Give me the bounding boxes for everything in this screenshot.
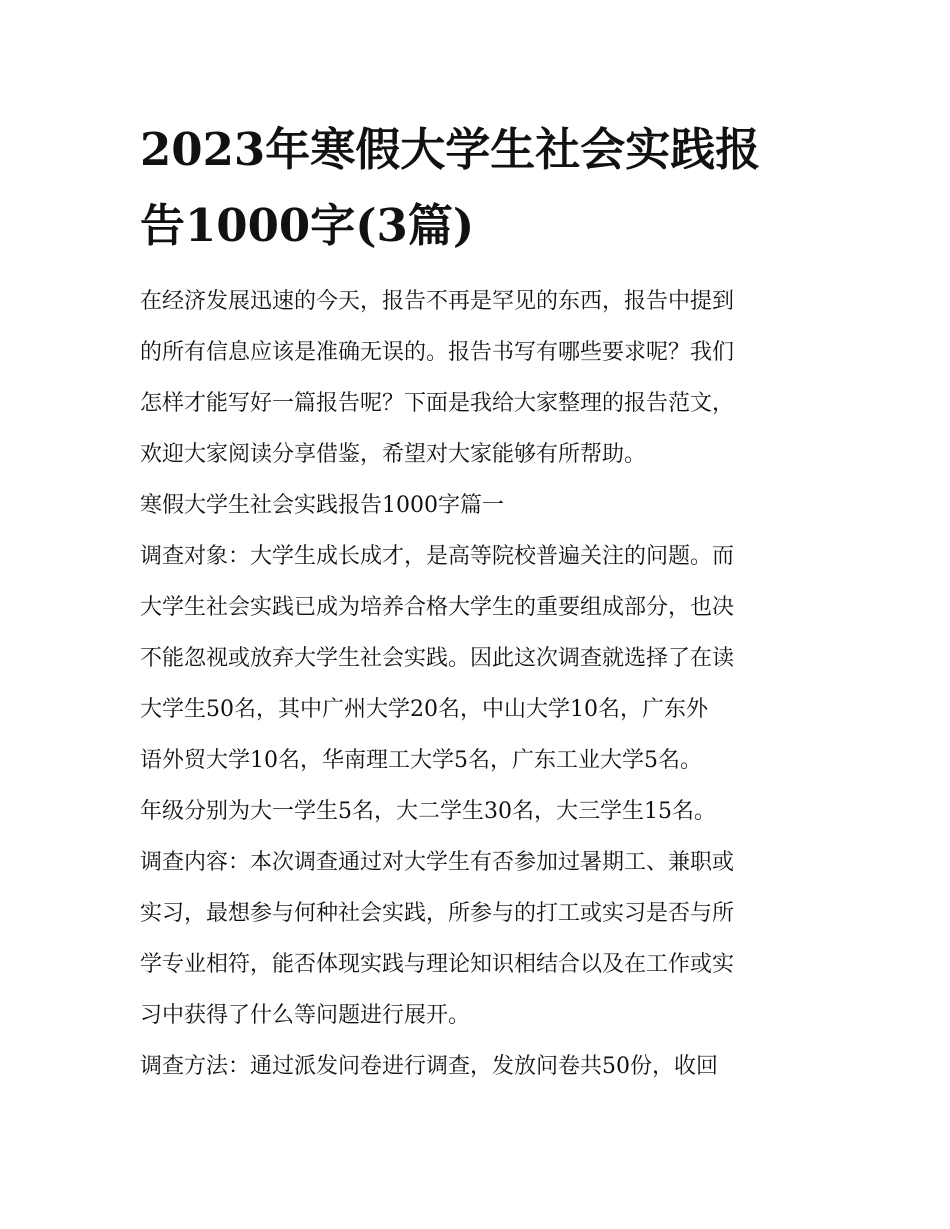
intro-line: 在经济发展迅速的今天，报告不再是罕见的东西，报告中提到 [140,289,735,314]
intro-line: 欢迎大家阅读分享借鉴，希望对大家能够有所帮助。 [140,442,647,467]
title-line: 2023年寒假大学生社会实践报 [140,123,761,176]
paragraph-line: 调查方法：通过派发问卷进行调查，发放问卷共50份，收回 [140,1054,718,1079]
paragraph-line: 调查对象：大学生成长成才，是高等院校普遍关注的问题。而 [140,544,735,569]
document-title [140,112,820,264]
section-heading: 寒假大学生社会实践报告1000字篇一 [140,493,504,518]
intro-line: 怎样才能写好一篇报告呢？下面是我给大家整理的报告范文， [140,391,735,416]
paragraph-line: 习中获得了什么等问题进行展开。 [140,1003,471,1028]
paragraph-line: 实习，最想参与何种社会实践，所参与的打工或实习是否与所 [140,901,735,926]
paragraph-line: 调查内容：本次调查通过对大学生有否参加过暑期工、兼职或 [140,850,735,875]
document-body [140,276,820,1092]
paragraph-line: 学专业相符，能否体现实践与理论知识相结合以及在工作或实 [140,952,735,977]
paragraph-line: 大学生50名，其中广州大学20名，中山大学10名，广东外 [140,697,708,722]
paragraph-line: 年级分别为大一学生5名，大二学生30名，大三学生15名。 [140,799,716,824]
paragraph-line: 大学生社会实践已成为培养合格大学生的重要组成部分，也决 [140,595,735,620]
intro-line: 的所有信息应该是准确无误的。报告书写有哪些要求呢？我们 [140,340,735,365]
title-line: 告1000字(3篇) [140,199,475,252]
paragraph-line: 语外贸大学10名，华南理工大学5名，广东工业大学5名。 [140,748,702,773]
paragraph-line: 不能忽视或放弃大学生社会实践。因此这次调查就选择了在读 [140,646,735,671]
